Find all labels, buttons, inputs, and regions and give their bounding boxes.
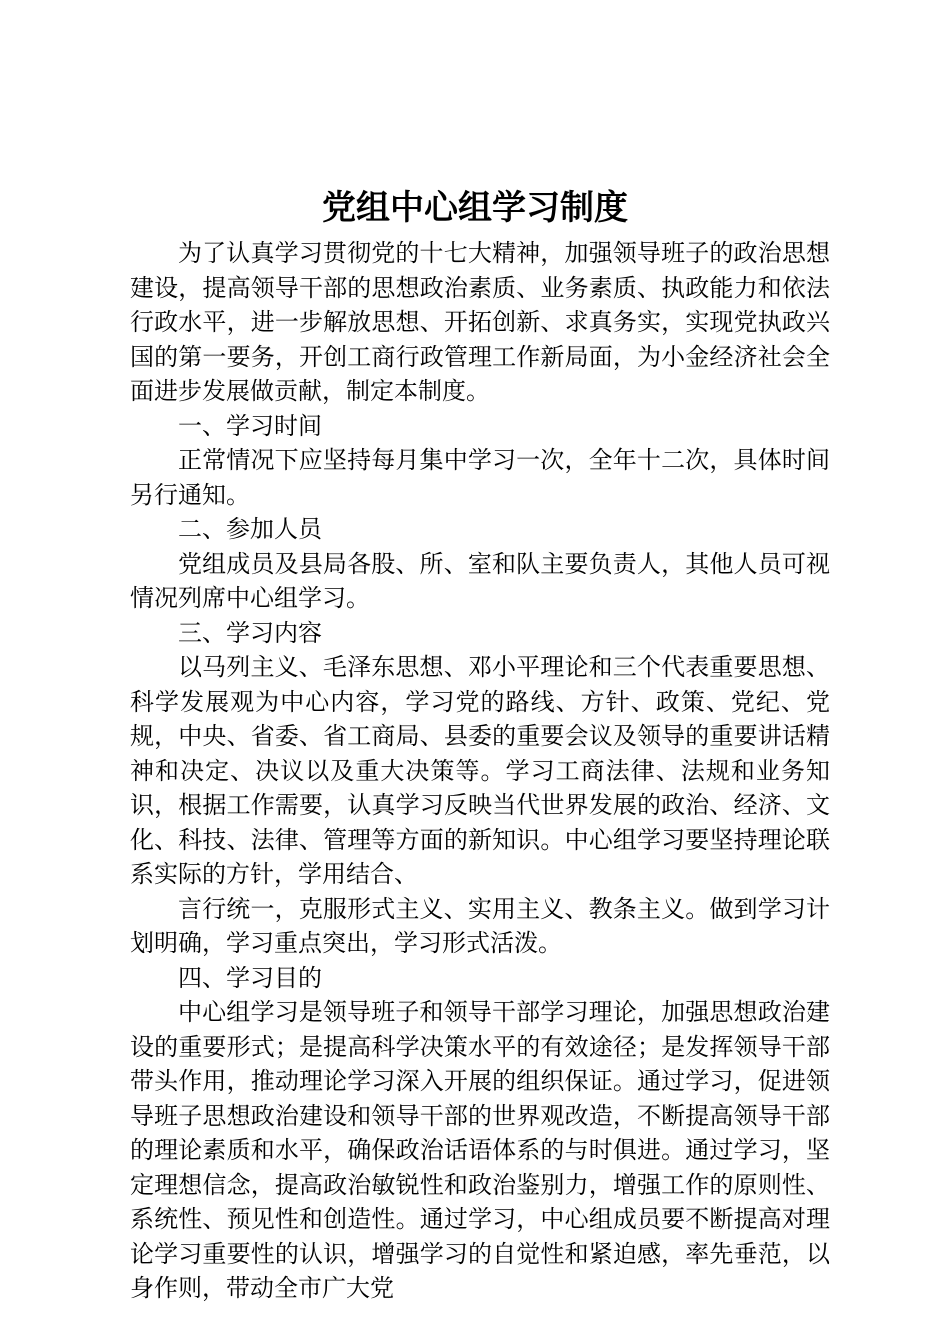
study-time-paragraph: 正常情况下应坚持每月集中学习一次，全年十二次，具体时间另行通知。 [130, 446, 830, 509]
section-heading-study-time: 一、学习时间 [178, 411, 322, 440]
section-heading-study-content: 三、学习内容 [178, 618, 322, 647]
study-content-paragraph: 以马列主义、毛泽东思想、邓小平理论和三个代表重要思想、科学发展观为中心内容，学习党的路线、方针、政策、党纪、党规，中央、省委、省工商局、县委的重要会议及领导的重要讲话精神和决定、决议以及重大决策等。学习工商法律、法规和业务知识，根据工作需要，认真学习反映当代世界发展的政治、经济、文化、科技、法律、管理等方面的新知识。中心组学习要坚持理论联系实际的方针，学用结合、 [130, 653, 830, 888]
participants-paragraph: 党组成员及县局各股、所、室和队主要负责人，其他人员可视情况列席中心组学习。 [130, 549, 830, 612]
section-heading-participants: 二、参加人员 [178, 515, 322, 543]
document-title: 党组中心组学习制度 [322, 188, 628, 228]
document-body [130, 236, 830, 1306]
intro-paragraph: 为了认真学习贯彻党的十七大精神，加强领导班子的政治思想建设，提高领导干部的思想政治素质、业务素质、执政能力和依法行政水平，进一步解放思想、开拓创新、求真务实，实现党执政兴国的第一要务，开创工商行政管理工作新局面，为小金经济社会全面进步发展做贡献，制定本制度。 [130, 239, 830, 405]
study-purpose-paragraph: 中心组学习是领导班子和领导干部学习理论，加强思想政治建设的重要形式；是提高科学决策水平的有效途径；是发挥领导干部带头作用，推动理论学习深入开展的组织保证。通过学习，促进领导班子思想政治建设和领导干部的世界观改造，不断提高领导干部的理论素质和水平，确保政治话语体系的与时俱进。通过学习，坚定理想信念，提高政治敏锐性和政治鉴别力，增强工作的原则性、系统性、预见性和创造性。通过学习，中心组成员要不断提高对理论学习重要性的认识，增强学习的自觉性和紧迫感，率先垂范，以身作则，带动全市广大党 [130, 998, 830, 1302]
study-content-continued-paragraph: 言行统一，克服形式主义、实用主义、教条主义。做到学习计划明确，学习重点突出，学习形式活泼。 [130, 894, 830, 957]
section-heading-study-purpose: 四、学习目的 [178, 963, 322, 992]
